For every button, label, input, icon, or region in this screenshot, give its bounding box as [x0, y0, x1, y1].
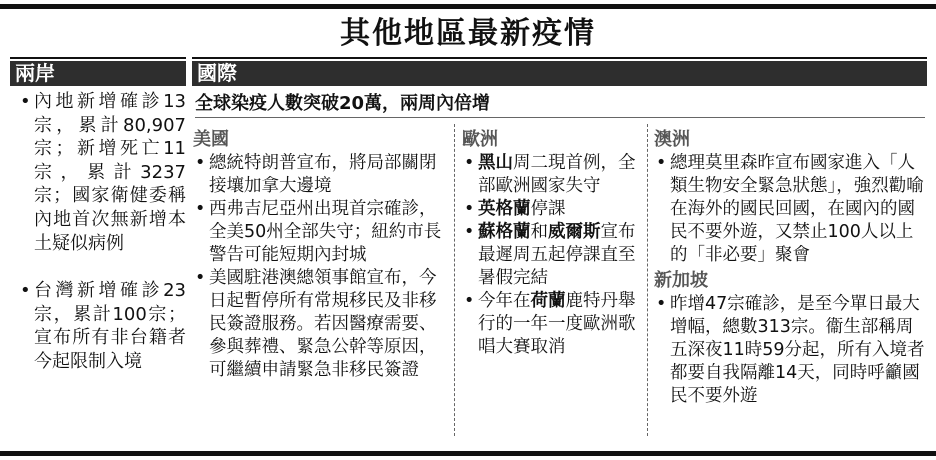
bullet: •: [464, 153, 475, 173]
bullet: •: [464, 199, 475, 219]
country-name: 威爾斯: [548, 222, 601, 242]
item-text: 台灣新增確診23宗，累計100宗；宣布所有非台籍者今起限制入境: [34, 280, 186, 372]
country-name: 英格蘭: [478, 199, 531, 219]
item-text: 昨增47宗確診，是至今單日最大增幅，總數313宗。衞生部稱周五深夜11時59分起，所有入境者都要自我隔離14天，同時呼籲國民不要外遊: [670, 294, 925, 406]
country-name: 荷蘭: [530, 291, 566, 311]
bullet: •: [195, 268, 206, 288]
item-prefix: 今年在: [478, 291, 531, 311]
list-item: [654, 293, 926, 408]
item-text: 內地新增確診13宗，累計80,907宗；新增死亡11宗，累計3237宗；國家衛健委稱內地首次無新增本土疑似病例: [34, 91, 186, 254]
bullet: •: [464, 291, 475, 311]
country-name: 蘇格蘭: [478, 222, 531, 242]
item-text: 總理莫里森昨宣布國家進入「人類生物安全緊急狀態」，強烈勸喻在海外的國民回國，在國內的國民不要外遊，又禁止100人以上的「非必要」聚會: [670, 153, 924, 265]
bullet: •: [20, 280, 31, 302]
headline-rule: [195, 117, 925, 118]
conjunction: 和: [530, 222, 548, 242]
bullet: •: [464, 222, 475, 242]
item-text: 總統特朗普宣布，將局部關閉接壤加拿大邊境: [209, 153, 437, 196]
international-headline: 全球染疫人數突破20萬，兩周內倍增: [195, 93, 491, 114]
list-item: [18, 279, 186, 373]
bullet: •: [656, 294, 667, 314]
column-divider: [454, 124, 455, 436]
us-column: [193, 128, 448, 382]
item-text: 周二現首例，全部歐洲國家失守: [478, 153, 636, 196]
list-item: [462, 198, 642, 221]
europe-column: [462, 128, 642, 359]
list-item: [654, 152, 926, 267]
bullet: •: [195, 199, 206, 219]
top-rule: [0, 4, 936, 9]
bullet: •: [20, 91, 31, 112]
australia-singapore-column: [654, 128, 926, 408]
list-item: [193, 267, 448, 382]
list-item: [193, 198, 448, 267]
region-title-europe: 歐洲: [462, 129, 498, 150]
international-heading: 國際: [192, 61, 927, 86]
page-title: 其他地區最新疫情: [340, 16, 596, 51]
item-text: 美國駐港澳總領事館宣布，今日起暫停所有常規移民及非移民簽證服務。若因醫療需要、參與葬禮、緊急公幹等原因，可繼續申請緊急非移民簽證: [209, 268, 437, 380]
item-text: 停課: [530, 199, 566, 219]
item-text: 宣布最遲周五起停課直至暑假完結: [478, 222, 636, 288]
list-item: [462, 290, 642, 359]
country-name: 黑山: [478, 153, 513, 173]
region-title-us: 美國: [193, 129, 229, 150]
bullet: •: [195, 153, 206, 173]
cross-strait-column: [18, 90, 186, 374]
title-rule-left: [10, 57, 186, 59]
list-item: [18, 90, 186, 255]
region-title-australia: 澳洲: [654, 129, 690, 150]
item-text: 西弗吉尼亞州出現首宗確診，全美50州全部失守；紐約市長警告可能短期內封城: [209, 199, 442, 265]
item-text: 鹿特丹舉行的一年一度歐洲歌唱大賽取消: [478, 291, 636, 357]
list-item: [462, 152, 642, 198]
bottom-rule: [0, 451, 936, 456]
region-title-singapore: 新加坡: [654, 270, 708, 291]
list-item: [193, 152, 448, 198]
title-rule-right: [192, 57, 927, 59]
bullet: •: [656, 153, 667, 173]
list-item: [462, 221, 642, 290]
column-divider: [647, 124, 648, 436]
cross-strait-heading: 兩岸: [10, 61, 186, 86]
